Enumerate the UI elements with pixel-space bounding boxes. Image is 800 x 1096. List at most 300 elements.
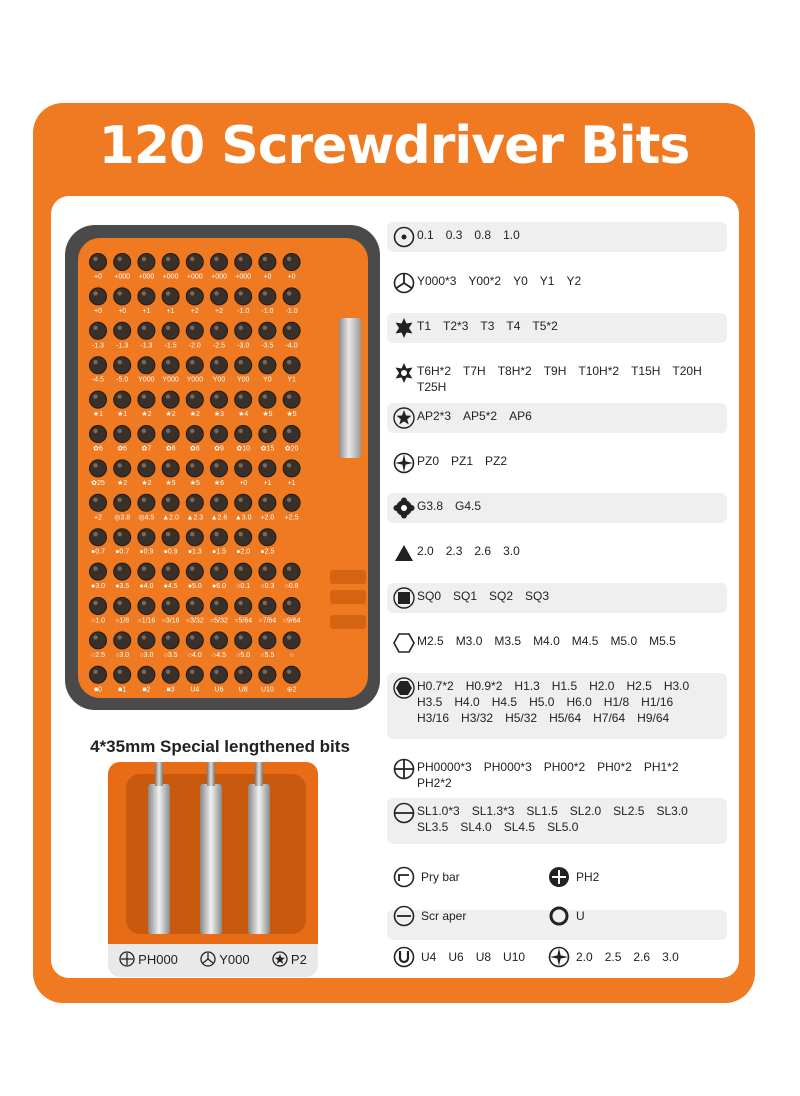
bit-label: +1 (142, 307, 151, 315)
spec-size: PH0000*3 (417, 760, 472, 774)
long-bit (200, 784, 222, 934)
bit-head (211, 460, 228, 477)
bit-head (235, 529, 252, 546)
bit-highlight (93, 463, 97, 467)
bit-highlight (263, 532, 267, 536)
spec-sizes (417, 673, 717, 725)
bit-highlight (190, 326, 194, 330)
bit-label: ●1.5 (212, 548, 226, 556)
spec-size: T4 (506, 319, 521, 333)
pozidriv-icon (391, 450, 417, 476)
bit-highlight (239, 635, 243, 639)
bit-slot (90, 494, 107, 521)
bit-slot (138, 666, 155, 693)
cross-bits-item (546, 944, 691, 970)
bit-label: +000 (186, 273, 203, 281)
bit-head (259, 529, 276, 546)
bit-label: Y00 (212, 376, 226, 384)
spec-size: SL2.5 (613, 804, 645, 818)
spec-size: H7/64 (593, 711, 626, 725)
tray-slot (330, 590, 366, 604)
hex-bit-icon (391, 675, 417, 701)
bit-highlight (239, 532, 243, 536)
bit-head (114, 357, 131, 374)
bit-highlight (93, 498, 97, 502)
bit-head (186, 598, 203, 615)
spec-size: 0.1 (417, 228, 434, 242)
bit-label: ●2.0 (236, 548, 251, 556)
u-bits-item (391, 944, 537, 970)
bit-head (186, 426, 203, 443)
bit-head (162, 426, 179, 443)
bit-slot (283, 322, 300, 349)
spec-size: H2.0 (589, 679, 615, 693)
bit-highlight (166, 326, 170, 330)
cross-bit-icon (546, 944, 572, 970)
bit-label: ○5.5 (260, 651, 275, 659)
bit-highlight (190, 360, 194, 364)
bit-label: ■0 (93, 686, 103, 694)
bit-label: ○2.5 (91, 651, 105, 659)
bit-label: U4 (190, 686, 200, 694)
bit-head (138, 460, 155, 477)
bit-head (211, 254, 228, 271)
bit-label: ●0.9 (163, 548, 178, 556)
bit-head (283, 632, 300, 649)
square-bit-icon (391, 585, 417, 611)
bit-highlight (118, 532, 122, 536)
u-item: U (546, 903, 585, 929)
spec-size: 2.6 (474, 544, 492, 558)
u-bit-icon (391, 944, 417, 970)
bit-head (186, 254, 203, 271)
spec-size: H9/64 (637, 711, 670, 725)
bit-slot (259, 563, 276, 590)
spec-size: Y000*3 (417, 274, 457, 288)
spec-size: T7H (463, 364, 486, 378)
bit-label: +0 (239, 479, 248, 487)
bit-head (114, 529, 131, 546)
bit-slot (90, 426, 107, 453)
bit-label: +0 (263, 273, 272, 281)
bit-slot (211, 666, 228, 693)
bit-label: -1.3 (91, 342, 105, 350)
bit-highlight (190, 566, 194, 570)
bit-head (162, 598, 179, 615)
bit-head (186, 460, 203, 477)
pry-bar-item: Pry bar (391, 864, 460, 890)
spec-sizes (417, 798, 717, 834)
spec-size: H1.3 (514, 679, 540, 693)
bit-label: Y000 (186, 376, 203, 384)
bit-label: +1 (287, 479, 296, 487)
bit-highlight (118, 291, 122, 295)
bit-highlight (142, 532, 146, 536)
bit-highlight (214, 463, 218, 467)
bit-label: ○1.0 (91, 617, 105, 625)
bit-label: ●0.7 (91, 548, 105, 556)
bit-head (283, 426, 300, 443)
bit-slot (235, 426, 252, 453)
bit-label: ★5 (189, 479, 200, 487)
spec-size: H6.0 (566, 695, 592, 709)
bit-highlight (263, 463, 267, 467)
tray-slot (330, 570, 366, 584)
bit-label: Y000 (138, 376, 155, 384)
bit-label: -1.5 (164, 342, 177, 350)
bit-highlight (263, 498, 267, 502)
phillips-filled-icon (546, 864, 572, 890)
bit-highlight (118, 670, 122, 674)
bit-slot (283, 632, 300, 659)
bit-highlight (93, 429, 97, 433)
bit-head (235, 288, 252, 305)
bit-head (90, 426, 107, 443)
spec-size: Y00*2 (468, 274, 502, 288)
slotted-icon (391, 800, 417, 826)
spec-size: M5.5 (649, 634, 676, 648)
bit-highlight (263, 291, 267, 295)
bit-head (211, 563, 228, 580)
spec-size: T20H (672, 364, 702, 378)
pentalobe-star-icon (272, 951, 288, 967)
bit-highlight (287, 670, 291, 674)
bit-head (259, 632, 276, 649)
bit-slot (235, 357, 252, 384)
bit-slot (186, 632, 203, 659)
bit-label: ●0.9 (139, 548, 154, 556)
bit-slot (211, 322, 228, 349)
bit-head (162, 254, 179, 271)
bit-highlight (214, 291, 218, 295)
bit-head (235, 460, 252, 477)
bit-highlight (118, 257, 122, 261)
spec-size: T25H (417, 380, 447, 394)
phillips-icon (391, 756, 417, 782)
bit-highlight (93, 360, 97, 364)
spec-size: H3.5 (417, 695, 443, 709)
lengthened-bits-photo (108, 762, 318, 977)
spec-size: AP6 (509, 409, 532, 423)
bit-label: +000 (211, 273, 227, 281)
bit-slot (211, 460, 228, 487)
bit-head (259, 426, 276, 443)
bit-slot (283, 494, 300, 521)
bit-head (138, 426, 155, 443)
spec-size: PH000*3 (483, 760, 532, 774)
bit-label: U6 (214, 686, 224, 694)
bit-highlight (142, 601, 146, 605)
spec-sizes (417, 493, 717, 513)
bit-head (162, 529, 179, 546)
bit-label: ○4.5 (212, 651, 226, 659)
bit-head (235, 254, 252, 271)
bit-label: ✿9 (214, 445, 224, 453)
bit-slot (186, 254, 203, 281)
bit-label: ★4 (238, 411, 249, 419)
bit-slot (186, 563, 203, 590)
bit-highlight (93, 635, 97, 639)
spec-size: SL4.5 (503, 820, 536, 834)
spec-size: H4.0 (454, 695, 480, 709)
bit-label: ●3.0 (91, 583, 105, 591)
bit-highlight (239, 601, 243, 605)
bit-head (235, 357, 252, 374)
bit-head (90, 391, 107, 408)
bit-label: ▲2.0 (162, 514, 179, 522)
bit-highlight (263, 601, 267, 605)
bit-slot (138, 460, 155, 487)
bit-slot (235, 322, 252, 349)
spec-size: AP5*2 (463, 409, 498, 423)
bit-head (162, 632, 179, 649)
bit-head (186, 494, 203, 511)
spec-size: T6H*2 (417, 364, 452, 378)
spec-row (387, 538, 727, 568)
tri-wing-icon (391, 270, 417, 296)
bit-slot (211, 494, 228, 521)
bit-label: ●1.3 (187, 548, 202, 556)
bit-highlight (166, 257, 170, 261)
spec-size: SL1.5 (526, 804, 558, 818)
bit-highlight (190, 394, 194, 398)
bit-head (114, 460, 131, 477)
spec-size: PZ1 (451, 454, 474, 468)
bit-label: -4.0 (285, 342, 298, 350)
bit-slot (283, 460, 300, 487)
bit-label: ✿25 (91, 479, 105, 487)
bit-label: ○3.0 (139, 651, 154, 659)
spec-row (387, 222, 727, 252)
bit-slot (186, 494, 203, 521)
bit-label: ★2 (117, 479, 128, 487)
spec-size: T10H*2 (578, 364, 620, 378)
bit-highlight (239, 257, 243, 261)
bit-highlight (287, 360, 291, 364)
bit-slot (259, 426, 276, 453)
bit-slot (90, 666, 107, 693)
bit-head (114, 632, 131, 649)
spec-row (387, 448, 727, 478)
bit-head (211, 357, 228, 374)
pentalobe-dot-icon (391, 224, 417, 250)
bit-label: ✿15 (260, 445, 275, 453)
torx-icon (391, 315, 417, 341)
bit-highlight (214, 326, 218, 330)
bit-slot (162, 357, 179, 384)
bit-head (259, 563, 276, 580)
long-bit (148, 784, 170, 934)
bit-slot (162, 598, 180, 625)
bit-head (162, 666, 179, 683)
bit-label: ●2.5 (260, 548, 275, 556)
ph2-item: PH2 (546, 864, 599, 890)
bit-label: ○1/8 (115, 617, 130, 625)
spec-size: H5.0 (529, 695, 555, 709)
bit-head (114, 494, 131, 511)
bit-highlight (239, 463, 243, 467)
bit-slot (114, 391, 131, 418)
bit-highlight (166, 566, 170, 570)
bit-slot (259, 666, 276, 693)
bit-slot (259, 494, 276, 521)
bit-highlight (190, 670, 194, 674)
spec-size: M4.5 (571, 634, 599, 648)
bit-label: +000 (114, 273, 131, 281)
spec-size: PH0*2 (597, 760, 632, 774)
bit-slot (114, 563, 131, 590)
bit-highlight (142, 326, 146, 330)
bit-head (138, 357, 155, 374)
bit-slot (234, 598, 252, 625)
bit-slot (235, 529, 252, 556)
bit-highlight (214, 532, 218, 536)
bit-head (211, 494, 228, 511)
bit-label: -1.3 (116, 342, 129, 350)
bit-head (114, 563, 131, 580)
bit-highlight (93, 601, 97, 605)
bit-head (162, 288, 179, 305)
bit-head (90, 529, 107, 546)
bit-head (114, 391, 131, 408)
spec-row (387, 628, 727, 658)
bit-head (186, 322, 203, 339)
bit-slot (186, 322, 203, 349)
bit-highlight (214, 498, 218, 502)
bit-slot (138, 494, 155, 521)
bit-slot (138, 254, 155, 281)
bit-slot (138, 426, 155, 453)
bit-head (283, 254, 300, 271)
spec-sizes (417, 268, 717, 288)
bit-slot (162, 529, 179, 556)
bit-slot (137, 598, 155, 625)
spec-sizes (417, 358, 717, 394)
spec-row (387, 358, 727, 394)
bit-slot (162, 460, 179, 487)
bit-slot (114, 529, 131, 556)
bit-slot (211, 563, 228, 590)
bit-head (114, 322, 131, 339)
spec-size: G3.8 (417, 499, 444, 513)
bit-label: -1.3 (140, 342, 153, 350)
bit-head (114, 666, 131, 683)
bit-label: ○0.8 (284, 583, 299, 591)
spec-size: H3/32 (461, 711, 494, 725)
bit-label: +2 (190, 307, 199, 315)
bit-head (138, 632, 155, 649)
bit-highlight (142, 394, 146, 398)
bit-highlight (214, 360, 218, 364)
bit-slot (211, 529, 228, 556)
bit-slot (162, 288, 179, 315)
bit-slot (211, 288, 228, 315)
bit-head (283, 598, 300, 615)
bit-slot (114, 322, 131, 349)
bit-label: -2.0 (188, 342, 201, 350)
scraper-item: Scr aper (391, 903, 466, 929)
bit-slot (138, 288, 155, 315)
bit-highlight (93, 566, 97, 570)
bit-head (235, 666, 252, 683)
spec-size: PH1*2 (643, 760, 679, 774)
bit-highlight (166, 291, 170, 295)
bit-label: ★1 (92, 411, 104, 419)
bit-highlight (214, 566, 218, 570)
bit-slot (283, 254, 300, 281)
bit-highlight (93, 670, 97, 674)
bit-label: +000 (162, 273, 179, 281)
bit-head (162, 460, 179, 477)
bit-slot (186, 666, 203, 693)
spec-size: 3.0 (503, 544, 520, 558)
bit-head (235, 494, 252, 511)
bit-highlight (142, 463, 146, 467)
bit-slot (114, 460, 131, 487)
bit-label: ○4.0 (187, 651, 202, 659)
pry-bar-icon (391, 864, 417, 890)
bit-label: ○7/64 (258, 617, 277, 625)
bit-highlight (263, 360, 267, 364)
bit-head (259, 288, 276, 305)
bit-slot (138, 322, 155, 349)
spec-size: T2*3 (443, 319, 469, 333)
bit-slot (138, 632, 155, 659)
bit-label: ✿20 (284, 445, 299, 453)
bit-slot (90, 254, 107, 281)
bit-label: ✿6 (117, 445, 128, 453)
long-bits-legend: PH000 Y000 P2 (108, 946, 318, 972)
bit-highlight (142, 670, 146, 674)
bit-highlight (166, 498, 170, 502)
bit-label: +0 (94, 273, 102, 281)
bit-label: ✿6 (93, 445, 103, 453)
bit-label: ▲3.0 (234, 514, 252, 522)
spec-size: SQ1 (453, 589, 478, 603)
bit-slot (235, 254, 252, 281)
bit-highlight (166, 635, 170, 639)
spec-size: H3.0 (663, 679, 690, 693)
bit-highlight (190, 532, 194, 536)
bit-slot (186, 288, 203, 315)
spec-size: H2.5 (626, 679, 652, 693)
bit-label: ■2 (142, 686, 151, 694)
bit-head (283, 494, 300, 511)
bit-highlight (166, 532, 170, 536)
bit-slot (259, 288, 276, 315)
spec-size: 0.3 (445, 228, 463, 242)
bit-slot (138, 357, 155, 384)
bit-head (186, 666, 203, 683)
bit-slot (162, 494, 179, 521)
bit-label: ●3.5 (115, 583, 130, 591)
bit-slot (114, 357, 131, 384)
bit-slot (211, 254, 228, 281)
spec-size: SL1.3*3 (471, 804, 515, 818)
bit-label: ○5/64 (234, 617, 253, 625)
bit-head (283, 460, 300, 477)
bit-highlight (287, 635, 291, 639)
bit-slot (283, 357, 300, 384)
bit-head (211, 288, 228, 305)
bit-slot (162, 254, 179, 281)
bit-label: ✿8 (165, 445, 176, 453)
bit-label: ○3.0 (115, 651, 130, 659)
spec-size: PH00*2 (543, 760, 586, 774)
spec-size: SL1.0*3 (417, 804, 460, 818)
bit-slot (259, 632, 276, 659)
bit-highlight (93, 394, 97, 398)
